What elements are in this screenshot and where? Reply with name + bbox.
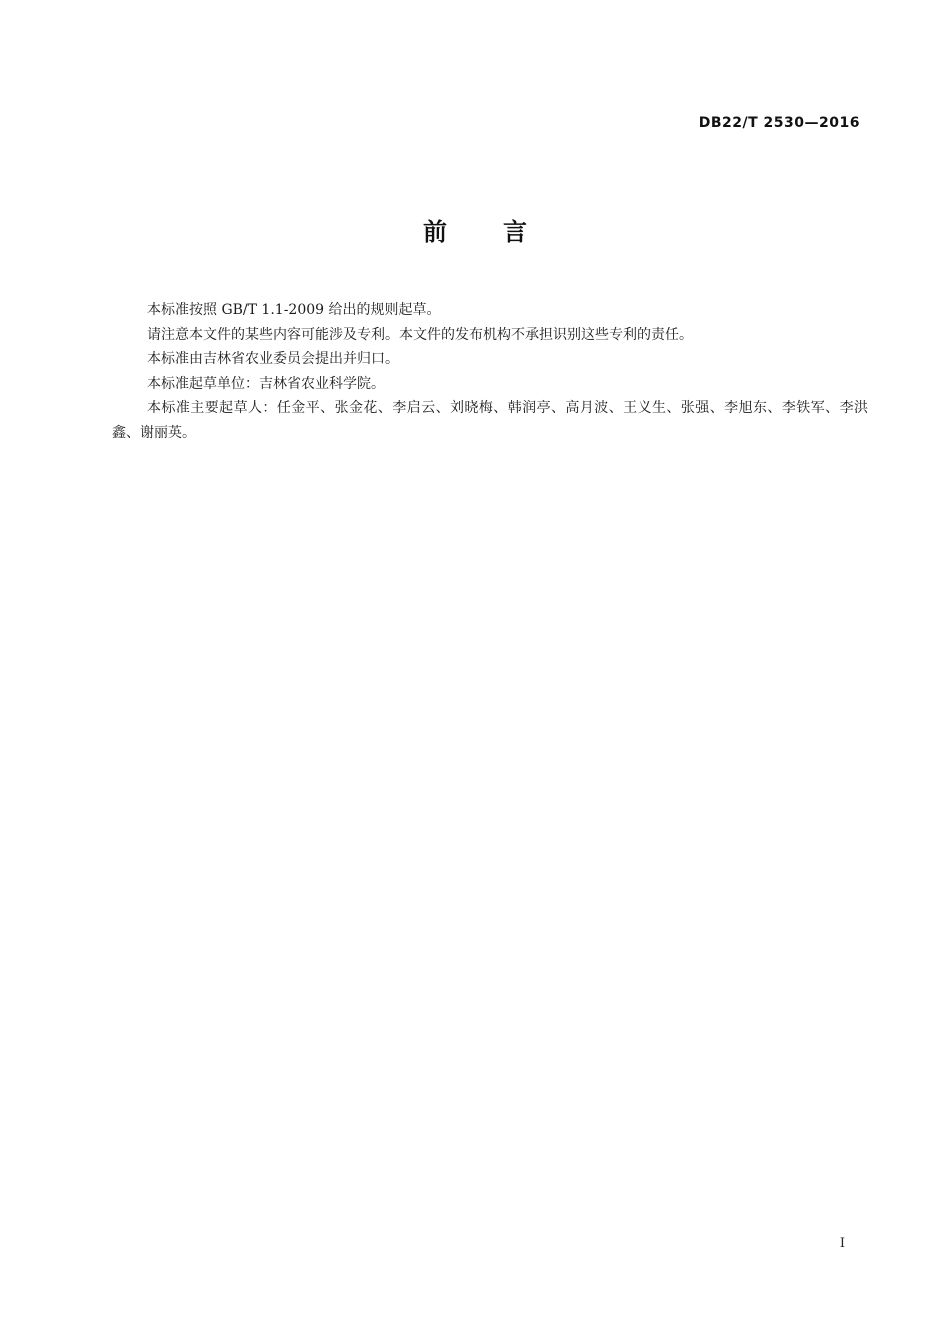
page-title: 前言: [423, 218, 583, 246]
foreword-body: [112, 298, 868, 445]
foreword-paragraph-drafting-unit: 本标准起草单位：吉林省农业科学院。: [147, 375, 385, 392]
foreword-paragraph-drafting-rules: 本标准按照 GB/T 1.1-2009 给出的规则起草。: [147, 302, 441, 318]
standard-number: DB22/T 2530—2016: [698, 115, 860, 131]
page-number: I: [839, 1236, 845, 1251]
foreword-paragraph-drafters: 本标准主要起草人：任金平、张金花、李启云、刘晓梅、韩润亭、高月波、王义生、张强、李旭东、李铁军、李洪鑫、谢丽英。: [112, 400, 868, 441]
foreword-paragraph-proposer: 本标准由吉林省农业委员会提出并归口。: [147, 351, 399, 367]
foreword-paragraph-patent-notice: 请注意本文件的某些内容可能涉及专利。本文件的发布机构不承担识别这些专利的责任。: [147, 326, 693, 343]
